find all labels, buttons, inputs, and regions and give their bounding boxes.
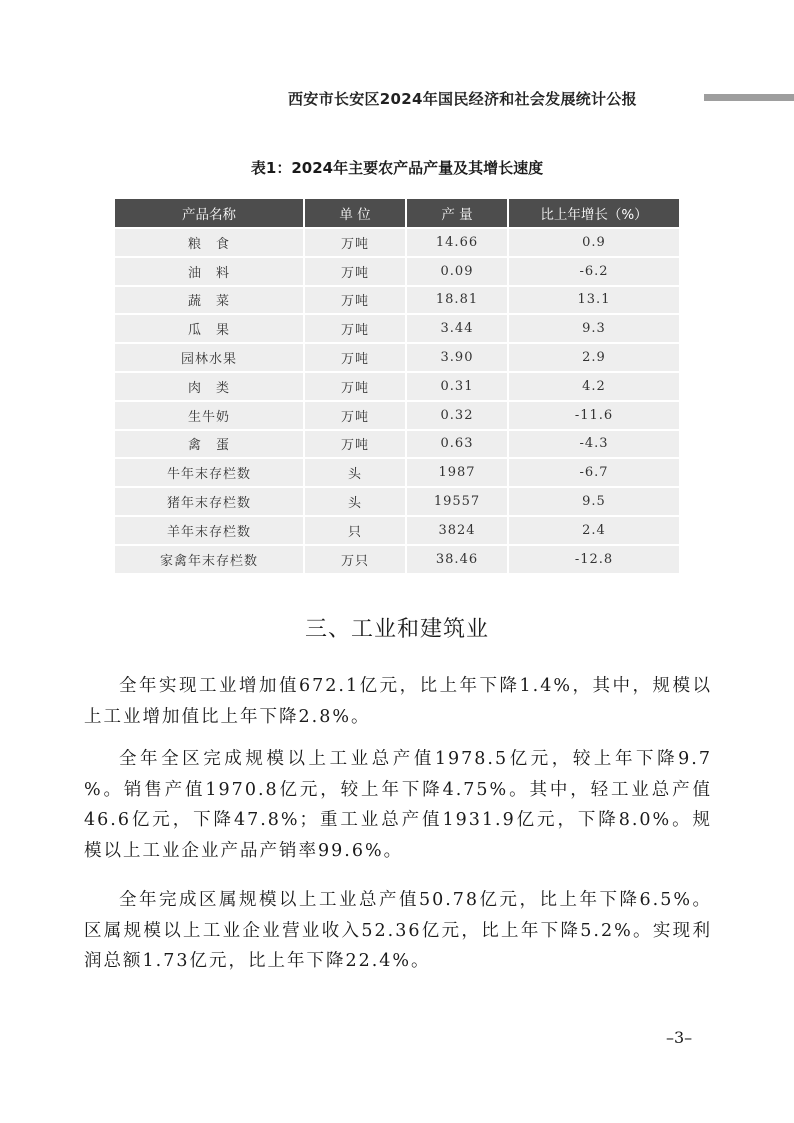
product-name-cell: 羊年末存栏数	[115, 517, 305, 544]
table-row	[115, 488, 679, 515]
section-title: 三、工业和建筑业	[304, 617, 489, 642]
unit-cell: 万吨	[305, 402, 407, 429]
growth-cell: -4.3	[509, 431, 679, 458]
unit-cell: 头	[305, 459, 407, 486]
growth-cell: -11.6	[509, 402, 679, 429]
growth-cell: 2.4	[509, 517, 679, 544]
growth-cell: 0.9	[509, 229, 679, 256]
growth-cell: 9.5	[509, 488, 679, 515]
product-name-cell: 家禽年末存栏数	[115, 546, 305, 573]
product-name-cell: 生牛奶	[115, 402, 305, 429]
column-header-product-name: 产品名称	[115, 199, 305, 227]
unit-cell: 头	[305, 488, 407, 515]
output-cell: 1987	[407, 459, 509, 486]
unit-cell: 只	[305, 517, 407, 544]
product-name-cell: 猪年末存栏数	[115, 488, 305, 515]
table-row	[115, 229, 679, 256]
unit-cell: 万吨	[305, 287, 407, 314]
product-name-cell: 蔬 菜	[115, 287, 305, 314]
unit-cell: 万吨	[305, 229, 407, 256]
growth-cell: -6.2	[509, 258, 679, 285]
table-row	[115, 315, 679, 342]
table-row	[115, 517, 679, 544]
agri-products-table	[115, 197, 679, 575]
growth-cell: 2.9	[509, 344, 679, 371]
growth-cell: 4.2	[509, 373, 679, 400]
output-cell: 38.46	[407, 546, 509, 573]
paragraph-industry-value-added: 全年实现工业增加值672.1亿元，比上年下降1.4%，其中，规模以上工业增加值比上年下降2.8%。	[84, 676, 712, 727]
table-row	[115, 373, 679, 400]
table-row	[115, 459, 679, 486]
output-cell: 0.32	[407, 402, 509, 429]
unit-cell: 万吨	[305, 431, 407, 458]
output-cell: 0.63	[407, 431, 509, 458]
table-row	[115, 344, 679, 371]
growth-cell: -6.7	[509, 459, 679, 486]
table-row	[115, 402, 679, 429]
table-row	[115, 431, 679, 458]
column-header-growth: 比上年增长（%）	[509, 199, 679, 227]
output-cell: 18.81	[407, 287, 509, 314]
column-header-unit: 单 位	[305, 199, 407, 227]
output-cell: 0.31	[407, 373, 509, 400]
growth-cell: 13.1	[509, 287, 679, 314]
running-header-title: 西安市长安区2024年国民经济和社会发展统计公报	[288, 90, 637, 108]
product-name-cell: 禽 蛋	[115, 431, 305, 458]
output-cell: 3824	[407, 517, 509, 544]
product-name-cell: 瓜 果	[115, 315, 305, 342]
output-cell: 0.09	[407, 258, 509, 285]
product-name-cell: 园林水果	[115, 344, 305, 371]
paragraph-district-enterprises: 全年完成区属规模以上工业总产值50.78亿元，比上年下降6.5%。区属规模以上工业企业营业收入52.36亿元，比上年下降5.2%。实现利润总额1.73亿元，比上年下降22.4%。	[84, 890, 712, 971]
table-body	[115, 229, 679, 573]
output-cell: 3.44	[407, 315, 509, 342]
output-cell: 3.90	[407, 344, 509, 371]
output-cell: 14.66	[407, 229, 509, 256]
unit-cell: 万吨	[305, 315, 407, 342]
output-cell: 19557	[407, 488, 509, 515]
table-row	[115, 287, 679, 314]
growth-cell: -12.8	[509, 546, 679, 573]
table-header-row	[115, 199, 679, 227]
product-name-cell: 肉 类	[115, 373, 305, 400]
unit-cell: 万吨	[305, 373, 407, 400]
product-name-cell: 粮 食	[115, 229, 305, 256]
paragraph-industrial-output: 全年全区完成规模以上工业总产值1978.5亿元，较上年下降9.7 %。销售产值1970.8亿元，较上年下降4.75%。其中，轻工业总产值46.6亿元，下降47.8%；重工业总产值1931.9亿元，下降8.0%。规模以上工业企业产品产销率99.6%。	[84, 749, 712, 861]
product-name-cell: 油 料	[115, 258, 305, 285]
unit-cell: 万吨	[305, 258, 407, 285]
column-header-output: 产 量	[407, 199, 509, 227]
table-caption: 表1：2024年主要农产品产量及其增长速度	[250, 159, 544, 177]
table-row	[115, 258, 679, 285]
unit-cell: 万只	[305, 546, 407, 573]
page-number: –3–	[666, 1028, 693, 1047]
growth-cell: 9.3	[509, 315, 679, 342]
table-row	[115, 546, 679, 573]
unit-cell: 万吨	[305, 344, 407, 371]
product-name-cell: 牛年末存栏数	[115, 459, 305, 486]
header-decorative-bar	[704, 94, 794, 101]
